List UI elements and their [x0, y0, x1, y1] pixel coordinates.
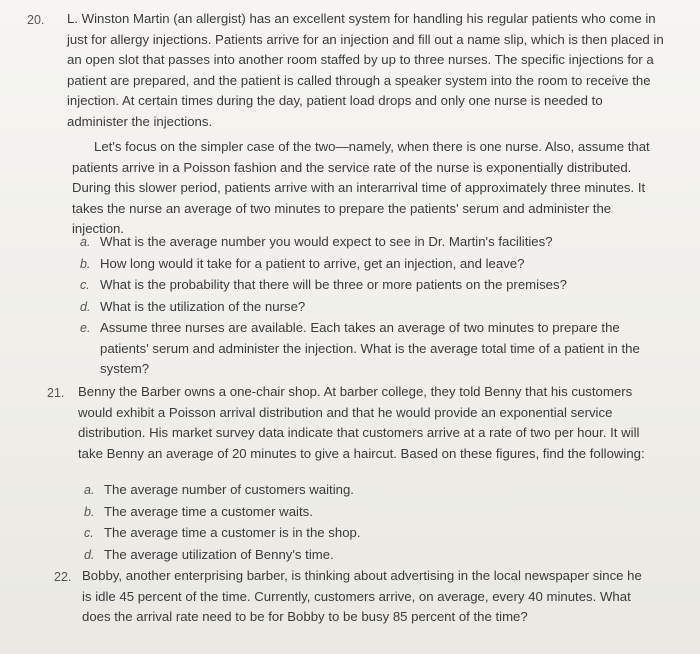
question-text: What is the utilization of the nurse? — [100, 298, 306, 314]
question-item — [80, 318, 645, 380]
question-text: How long would it take for a patient to arrive, get an injection, and leave? — [100, 255, 525, 271]
question-text: The average time a customer is in the shop. — [104, 525, 361, 540]
question-text: Assume three nurses are available. Each takes an average of two minutes to prepare the patients' serum and administer the injection. What is the average total time of a patient in the system? — [100, 320, 640, 376]
problem-21-questions — [84, 480, 644, 565]
question-letter: d. — [80, 299, 91, 314]
question-letter: a. — [80, 235, 91, 249]
problem-20-questions — [80, 232, 645, 380]
problem-20-paragraph-1: L. Winston Martin (an allergist) has an excellent system for handling his regular patients who come in just for allergy injections. Patients arrive for an injection and fill out a name slip, which is then placed in an open slot that passes into another room staffed by up to three nurses. The specific injections for a patient are prepared, and the patient is called through a speaker system into the room to receive the injection. At certain times during the day, patient load drops and only one nurse is needed to administer the injections. — [67, 11, 664, 129]
question-letter: e. — [80, 321, 91, 335]
question-text: The average time a customer waits. — [104, 503, 313, 519]
question-item — [80, 275, 645, 296]
question-item — [80, 254, 645, 275]
problem-number: 20. — [27, 13, 45, 27]
problem-20-paragraph-2-wrap — [72, 137, 664, 240]
question-item — [84, 502, 644, 523]
problem-20-body — [67, 9, 667, 132]
question-item — [84, 523, 644, 544]
question-item — [84, 480, 644, 501]
question-letter: c. — [80, 278, 90, 292]
problem-22-body — [82, 566, 648, 628]
question-letter: d. — [84, 547, 95, 562]
question-text: The average utilization of Benny's time. — [104, 546, 334, 562]
problem-number: 22. — [54, 570, 72, 584]
problem-20-paragraph-2: Let's focus on the simpler case of the two—namely, when there is one nurse. Also, assume that patients arrive in a Poisson fashion and the service rate of the nurse is exponentially distributed. During this slower period, patients arrive with an interarrival time of approximately three minutes. It takes the nurse an average of two minutes to prepare the patients' serum and administer the injection. — [72, 139, 650, 236]
question-letter: b. — [84, 504, 95, 519]
question-item — [80, 297, 645, 318]
problem-21-paragraph-1: Benny the Barber owns a one-chair shop. At barber college, they told Benny that his customers would exhibit a Poisson arrival distribution and that he would provide an exponential service distribution. His market survey data indicate that customers arrive at a rate of two per hour. It will take Benny an average of 20 minutes to give a haircut. Based on these figures, find the following: — [78, 384, 645, 461]
question-text: The average number of customers waiting. — [104, 482, 354, 497]
problem-number: 21. — [47, 386, 65, 400]
question-item — [84, 545, 644, 566]
question-item — [80, 232, 645, 253]
problem-21-body — [78, 382, 658, 464]
problem-22-paragraph-1: Bobby, another enterprising barber, is thinking about advertising in the local newspaper since he is idle 45 percent of the time. Currently, customers arrive, on average, every 40 minutes. What does the arrival rate need to be for Bobby to be busy 85 percent of the time? — [82, 568, 642, 624]
question-text: What is the average number you would expect to see in Dr. Martin's facilities? — [100, 234, 553, 249]
question-letter: b. — [80, 256, 91, 271]
question-text: What is the probability that there will be three or more patients on the premises? — [100, 277, 567, 292]
question-letter: c. — [84, 526, 94, 540]
question-letter: a. — [84, 483, 95, 497]
